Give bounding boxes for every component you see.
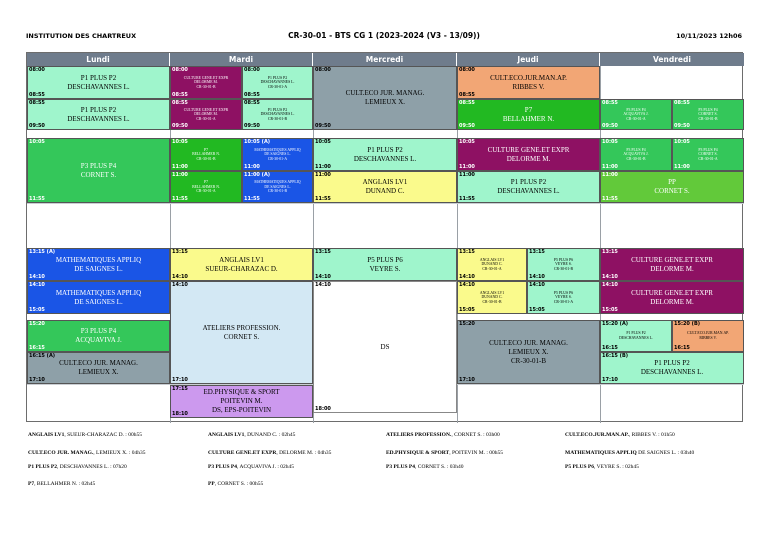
course-start-time: 08:55 — [172, 100, 188, 106]
course-end-time: 11:00 — [172, 164, 188, 170]
course-cell[interactable] — [242, 66, 313, 99]
course-start-time: 15:20 (B) — [674, 321, 701, 327]
course-teacher: DESCHAVANNES L. — [260, 80, 295, 85]
course-start-time: 15:20 — [29, 321, 45, 327]
course-subject: P3 PLUS P4 — [626, 147, 646, 152]
course-end-time: 09:50 — [315, 123, 331, 129]
course-start-time: 14:10 — [529, 282, 545, 288]
summary-subject: P3 PLUS P4 — [208, 464, 238, 470]
course-cell[interactable] — [313, 138, 457, 171]
summary-subject: P5 PLUS P6 — [565, 464, 595, 470]
course-cell[interactable] — [457, 248, 527, 281]
summary-subject: CULT.ECO JUR. MANAG. — [28, 450, 94, 456]
course-group: CR-30-01-B — [268, 189, 287, 194]
course-teacher: DUNAND C. — [481, 295, 503, 300]
course-end-time: 11:00 — [244, 164, 260, 170]
course-end-time: 15:05 — [602, 307, 618, 313]
course-cell[interactable] — [457, 171, 600, 203]
course-group: DS, EPS-POITEVIN — [211, 406, 272, 414]
course-teacher: DELORME M. — [506, 154, 551, 163]
summary-subject: ATELIERS PROFESSION. — [386, 432, 452, 438]
course-end-time: 18:00 — [315, 406, 331, 412]
course-group: CR-30-01-B — [482, 299, 502, 304]
course-start-time: 10:05 — [172, 139, 188, 145]
course-subject: P5 PLUS P6 — [553, 290, 574, 295]
course-start-time: 13:15 — [172, 249, 188, 255]
course-start-time: 14:10 — [172, 282, 188, 288]
course-subject: P3 PLUS P4 — [80, 161, 117, 170]
course-subject: P3 PLUS P4 — [626, 107, 646, 112]
course-teacher: DUNAND C. — [481, 262, 503, 267]
course-group: CR-30-01-B — [626, 156, 646, 161]
course-cell[interactable] — [457, 281, 527, 314]
course-subject: MATHEMATIQUES APPLIQ — [254, 147, 301, 152]
course-subject: P1 PLUS P2 — [510, 178, 547, 186]
summary-teacher-hours: , LEMIEUX X. : 04h35 — [93, 450, 146, 456]
course-cell[interactable] — [457, 99, 600, 130]
course-end-time: 08:55 — [244, 92, 260, 98]
course-end-time: 09:50 — [602, 123, 618, 129]
timetable-grid — [26, 52, 743, 422]
hours-summary-item — [28, 432, 142, 438]
course-end-time: 17:10 — [29, 377, 45, 383]
course-end-time: 14:10 — [459, 274, 475, 280]
course-end-time: 14:10 — [529, 274, 545, 280]
course-start-time: 08:55 — [602, 100, 618, 106]
course-subject: CULT.ECO JUR. MANAG. — [345, 89, 425, 97]
course-cell[interactable] — [170, 171, 242, 203]
course-subject: P1 PLUS P2 — [267, 107, 288, 112]
course-cell[interactable] — [170, 248, 313, 281]
hours-summary-item — [28, 464, 127, 470]
course-subject: ATELIERS PROFESSION. — [202, 323, 281, 332]
course-group: CR-30-01-A — [267, 84, 288, 89]
course-group: CR-30-01-A — [553, 299, 574, 304]
course-teacher: DESCHAVANNES L. — [353, 154, 417, 163]
summary-teacher-hours: , POITEVIN M. : 00h55 — [449, 450, 503, 456]
course-subject: P1 PLUS P2 — [367, 145, 403, 154]
course-teacher: DESCHAVANNES L. — [619, 336, 653, 340]
summary-subject: P1 PLUS P2 — [28, 464, 58, 470]
course-group: CR-30-01-A — [698, 156, 718, 161]
course-teacher: CORNET S. — [80, 170, 117, 179]
course-teacher: LEMIEUX X. — [78, 368, 119, 376]
course-subject: P1 PLUS P2 — [80, 105, 117, 114]
course-cell[interactable] — [600, 171, 744, 203]
course-end-time: 09:50 — [172, 123, 188, 129]
course-teacher: VEYRE S. — [369, 264, 401, 273]
course-cell[interactable] — [170, 66, 242, 99]
hours-summary-item — [208, 481, 263, 487]
course-cell[interactable] — [527, 248, 600, 281]
course-cell[interactable] — [600, 320, 672, 352]
course-end-time: 14:10 — [602, 274, 618, 280]
course-end-time: 16:15 — [29, 345, 45, 351]
course-subject: ANGLAIS LV1 — [479, 257, 505, 262]
course-cell[interactable] — [313, 171, 457, 203]
course-cell[interactable] — [27, 99, 170, 130]
course-cell[interactable] — [27, 138, 170, 203]
course-start-time: 08:55 — [29, 100, 45, 106]
summary-teacher-hours: , BELLAHMER N. : 02h45 — [34, 481, 96, 487]
hours-summary-item — [208, 464, 294, 470]
course-teacher: LEMIEUX X. — [364, 98, 406, 106]
hours-summary-item — [28, 450, 146, 456]
course-cell[interactable] — [27, 281, 170, 314]
course-cell[interactable] — [27, 248, 170, 281]
course-teacher: BELLAHMER N. — [502, 114, 555, 123]
course-end-time: 17:10 — [172, 377, 188, 383]
course-teacher: DELORME M. — [650, 264, 694, 273]
course-subject: CULT.ECO JUR. MANAG. — [59, 359, 138, 367]
course-start-time: 14:10 — [29, 282, 45, 288]
course-end-time: 17:10 — [459, 377, 475, 383]
summary-teacher-hours: , VEYRE S. : 02h45 — [594, 464, 639, 470]
course-cell[interactable] — [600, 352, 744, 384]
print-date: 10/11/2023 12h06 — [676, 32, 742, 40]
course-start-time: 16:15 (B) — [602, 353, 629, 359]
course-subject: ANGLAIS LV1 — [479, 290, 505, 295]
course-teacher: DE SAIGNES L. — [74, 264, 123, 273]
course-subject: CULTURE GENE.ET EXPR — [183, 107, 229, 112]
course-start-time: 10:05 — [674, 139, 690, 145]
course-teacher: ACQUAVIVA J. — [623, 152, 649, 157]
day-header-thursday: Jeudi — [457, 53, 600, 66]
course-cell[interactable] — [27, 320, 170, 352]
course-end-time: 11:00 — [315, 164, 331, 170]
course-end-time: 09:50 — [674, 123, 690, 129]
course-subject: MATHEMATIQUES APPLIQ — [55, 255, 142, 264]
course-teacher: DESCHAVANNES L. — [260, 112, 295, 117]
course-start-time: 08:55 — [244, 100, 260, 106]
course-end-time: 15:05 — [29, 307, 45, 313]
course-subject: P7 — [203, 180, 208, 185]
course-subject: P1 PLUS P2 — [80, 73, 117, 82]
course-subject: P7 — [203, 147, 208, 152]
course-end-time: 15:05 — [459, 307, 475, 313]
course-subject: CULT.ECO.JUR.MAN.AP. — [490, 73, 567, 82]
course-end-time: 11:00 — [602, 164, 618, 170]
course-end-time: 14:10 — [29, 274, 45, 280]
course-teacher: DESCHAVANNES L. — [67, 114, 130, 123]
course-start-time: 13:15 — [459, 249, 475, 255]
course-group: CR-30-01-B — [268, 116, 287, 121]
summary-teacher-hours: , DELORME M. : 04h35 — [276, 450, 332, 456]
course-subject: P5 PLUS P6 — [367, 255, 403, 264]
summary-subject: ANGLAIS LV1 — [28, 432, 65, 438]
course-end-time: 16:15 — [674, 345, 690, 351]
course-start-time: 11:00 — [172, 172, 188, 178]
course-cell[interactable] — [672, 99, 744, 130]
course-teacher: CORNET S. — [223, 332, 260, 341]
hours-summary-item — [565, 432, 675, 438]
summary-teacher-hours: DE SAIGNES L. : 03h40 — [636, 450, 695, 456]
course-subject: ANGLAIS LV1 — [362, 178, 408, 186]
course-subject: ANGLAIS LV1 — [219, 255, 264, 264]
course-start-time: 13:15 — [602, 249, 618, 255]
course-start-time: 13:15 — [315, 249, 331, 255]
course-teacher: BELLAHMER N. — [192, 184, 220, 189]
course-group: CR-30-01-A — [482, 266, 502, 271]
course-group: CR-30-01-B — [511, 356, 546, 365]
course-cell[interactable] — [600, 138, 672, 171]
course-end-time: 14:10 — [315, 274, 331, 280]
course-cell[interactable] — [170, 385, 313, 418]
summary-teacher-hours: , SUEUR-CHARAZAC D. : 00h55 — [64, 432, 142, 438]
course-end-time: 11:55 — [244, 196, 260, 202]
hours-summary-item — [28, 481, 95, 487]
course-end-time: 08:55 — [459, 92, 475, 98]
course-start-time: 08:00 — [29, 67, 45, 73]
summary-teacher-hours: , CORNET S. : 03h00 — [451, 432, 500, 438]
course-teacher: VEYRE S. — [555, 295, 572, 300]
summary-teacher-hours: , DUNAND C. : 02h45 — [244, 432, 296, 438]
course-cell[interactable] — [27, 352, 170, 384]
course-teacher: DESCHAVANNES L. — [67, 82, 130, 91]
course-subject: CULTURE GENE.ET EXPR — [631, 288, 713, 297]
course-start-time: 11:00 — [459, 172, 475, 178]
course-teacher: RIBBES V. — [512, 82, 545, 91]
course-end-time: 17:10 — [602, 377, 618, 383]
course-group: CR-30-01-A — [196, 189, 216, 194]
course-cell[interactable] — [170, 99, 242, 130]
course-cell[interactable] — [600, 281, 744, 314]
course-group: CR-30-01-A — [267, 156, 288, 161]
course-end-time: 16:15 — [602, 345, 618, 351]
course-start-time: 10:05 (A) — [244, 139, 271, 145]
summary-teacher-hours: , DESCHAVANNES L. : 07h20 — [57, 464, 127, 470]
course-end-time: 11:00 — [459, 164, 475, 170]
course-start-time: 08:55 — [459, 100, 475, 106]
course-cell[interactable] — [313, 248, 457, 281]
course-start-time: 14:10 — [459, 282, 475, 288]
course-start-time: 15:20 (A) — [602, 321, 629, 327]
course-teacher: CORNET S. — [654, 187, 690, 195]
course-subject: P3 PLUS P4 — [698, 107, 718, 112]
course-cell[interactable] — [600, 99, 672, 130]
course-teacher: POITEVIN M. — [220, 397, 263, 405]
course-end-time: 08:55 — [29, 92, 45, 98]
course-teacher: RIBBES V. — [699, 336, 717, 340]
course-end-time: 15:05 — [529, 307, 545, 313]
course-start-time: 08:00 — [244, 67, 260, 73]
course-end-time: 11:55 — [29, 196, 45, 202]
course-subject: P3 PLUS P4 — [698, 147, 718, 152]
course-subject: P7 — [524, 105, 533, 114]
hours-summary-item — [386, 432, 500, 438]
summary-teacher-hours: , RIBBES V. : 01h50 — [628, 432, 675, 438]
course-start-time: 08:00 — [172, 67, 188, 73]
course-teacher: CORNET S. — [698, 152, 718, 157]
course-start-time: 11:00 — [602, 172, 618, 178]
course-cell[interactable] — [457, 66, 600, 99]
institution-name: INSTITUTION DES CHARTREUX — [26, 32, 137, 40]
course-end-time: 11:55 — [459, 196, 475, 202]
course-start-time: 10:05 — [29, 139, 45, 145]
course-start-time: 10:05 — [459, 139, 475, 145]
course-cell[interactable] — [170, 281, 313, 384]
course-teacher: DELORME M. — [194, 112, 218, 117]
course-start-time: 08:00 — [459, 67, 475, 73]
time-row-divider — [27, 203, 744, 204]
day-header-wednesday: Mercredi — [313, 53, 457, 66]
course-group: CR-30-01-A — [626, 116, 646, 121]
course-cell[interactable] — [672, 320, 744, 352]
course-cell[interactable] — [242, 171, 313, 203]
course-teacher: DESCHAVANNES L. — [640, 368, 704, 376]
course-end-time: 09:50 — [29, 123, 45, 129]
course-start-time: 08:00 — [315, 67, 331, 73]
course-end-time: 09:50 — [459, 123, 475, 129]
course-start-time: 11:00 (A) — [244, 172, 271, 178]
summary-teacher-hours: , CORNET S. : 03h40 — [415, 464, 464, 470]
summary-subject: CULTURE GENE.ET EXPR — [208, 450, 277, 456]
day-header-monday: Lundi — [27, 53, 170, 66]
course-cell[interactable] — [527, 281, 600, 314]
summary-subject: P3 PLUS P4 — [386, 464, 416, 470]
course-teacher: CORNET S. — [698, 112, 718, 117]
course-cell[interactable] — [457, 320, 600, 384]
course-teacher: DE SAIGNES L. — [264, 152, 291, 157]
course-teacher: VEYRE S. — [555, 262, 572, 267]
course-subject: ED.PHYSIQUE & SPORT — [203, 388, 280, 396]
course-end-time: 08:55 — [172, 92, 188, 98]
course-cell[interactable] — [600, 248, 744, 281]
course-start-time: 10:05 — [602, 139, 618, 145]
summary-subject: ED.PHYSIQUE & SPORT — [386, 450, 450, 456]
course-group: CR-30-01-B — [554, 266, 573, 271]
course-subject: DS — [380, 342, 390, 351]
day-header-tuesday: Mardi — [170, 53, 313, 66]
course-cell[interactable] — [27, 66, 170, 99]
summary-subject: CULT.ECO.JUR.MAN.AP. — [565, 432, 629, 438]
course-cell[interactable] — [242, 99, 313, 130]
course-start-time: 11:00 — [315, 172, 331, 178]
course-subject: P3 PLUS P4 — [80, 327, 117, 335]
course-subject: CULTURE GENE.ET EXPR — [183, 75, 229, 80]
course-group: CR-30-01-B — [698, 116, 718, 121]
course-subject: P1 PLUS P2 — [654, 359, 690, 367]
course-teacher: ACQUAVIVA J. — [623, 112, 649, 117]
course-teacher: DE SAIGNES L. — [264, 184, 291, 189]
course-teacher: SUEUR-CHARAZAC D. — [205, 264, 278, 273]
summary-teacher-hours: , CORNET S. : 00h55 — [214, 481, 264, 487]
course-group: CR-30-01-A — [196, 116, 216, 121]
course-teacher: BELLAHMER N. — [192, 152, 220, 157]
course-subject: PP — [668, 178, 676, 186]
course-cell[interactable] — [313, 66, 457, 130]
course-cell[interactable] — [672, 138, 744, 171]
course-end-time: 14:10 — [172, 274, 188, 280]
course-start-time: 14:10 — [315, 282, 331, 288]
course-start-time: 16:15 (A) — [29, 353, 56, 359]
course-subject: MATHEMATIQUES APPLIQ — [55, 288, 142, 297]
hours-summary-item — [208, 432, 295, 438]
hours-summary-item — [386, 464, 464, 470]
summary-subject: PP — [208, 481, 215, 487]
course-end-time: 11:55 — [602, 196, 618, 202]
course-subject: P5 PLUS P6 — [553, 257, 574, 262]
course-group: CR-30-01-B — [196, 84, 216, 89]
course-cell[interactable] — [457, 138, 600, 171]
summary-subject: MATHEMATIQUES APPLIQ — [565, 450, 637, 456]
course-subject: CULT.ECO.JUR.MAN.AP. — [687, 331, 729, 336]
hours-summary-item — [386, 450, 503, 456]
course-end-time: 11:55 — [172, 196, 188, 202]
course-subject: CULTURE GENE.ET EXPR — [487, 145, 570, 154]
course-cell[interactable] — [242, 138, 313, 171]
course-teacher: DUNAND C. — [365, 187, 405, 195]
course-cell[interactable] — [170, 138, 242, 171]
course-start-time: 08:55 — [674, 100, 690, 106]
hours-summary-item — [565, 450, 694, 456]
course-teacher: ACQUAVIVA J. — [75, 336, 122, 344]
course-start-time: 14:10 — [602, 282, 618, 288]
course-start-time: 13:15 — [529, 249, 545, 255]
course-teacher: DELORME M. — [650, 297, 694, 306]
course-start-time: 13:15 (A) — [29, 249, 56, 255]
timetable-title: CR-30-01 - BTS CG 1 (2023-2024 (V3 - 13/09)) — [288, 31, 480, 40]
course-cell[interactable] — [313, 281, 457, 413]
summary-teacher-hours: , ACQUAVIVA J. : 02h45 — [237, 464, 294, 470]
course-subject: CULTURE GENE.ET EXPR — [631, 255, 713, 264]
course-end-time: 11:00 — [674, 164, 690, 170]
summary-subject: P7 — [28, 481, 35, 487]
course-start-time: 15:20 — [459, 321, 475, 327]
hours-summary-item — [565, 464, 639, 470]
course-start-time: 10:05 — [315, 139, 331, 145]
hours-summary-item — [208, 450, 331, 456]
course-end-time: 18:10 — [172, 411, 188, 417]
course-start-time: 17:15 — [172, 386, 188, 392]
course-end-time: 09:50 — [244, 123, 260, 129]
course-subject: P1 PLUS P2 — [626, 331, 646, 336]
course-end-time: 11:55 — [315, 196, 331, 202]
course-teacher: DESCHAVANNES L. — [497, 187, 560, 195]
summary-subject: ANGLAIS LV1 — [208, 432, 245, 438]
course-group: CR-30-01-B — [196, 156, 216, 161]
course-teacher: DELORME M. — [194, 80, 218, 85]
course-subject: MATHEMATIQUES APPLIQ — [254, 180, 301, 185]
course-subject: CULT.ECO JUR. MANAG. — [489, 338, 568, 347]
course-teacher: LEMIEUX X. — [508, 347, 549, 356]
day-header-friday: Vendredi — [600, 53, 744, 66]
course-teacher: DE SAIGNES L. — [74, 297, 123, 306]
course-subject: P1 PLUS P2 — [267, 75, 288, 80]
